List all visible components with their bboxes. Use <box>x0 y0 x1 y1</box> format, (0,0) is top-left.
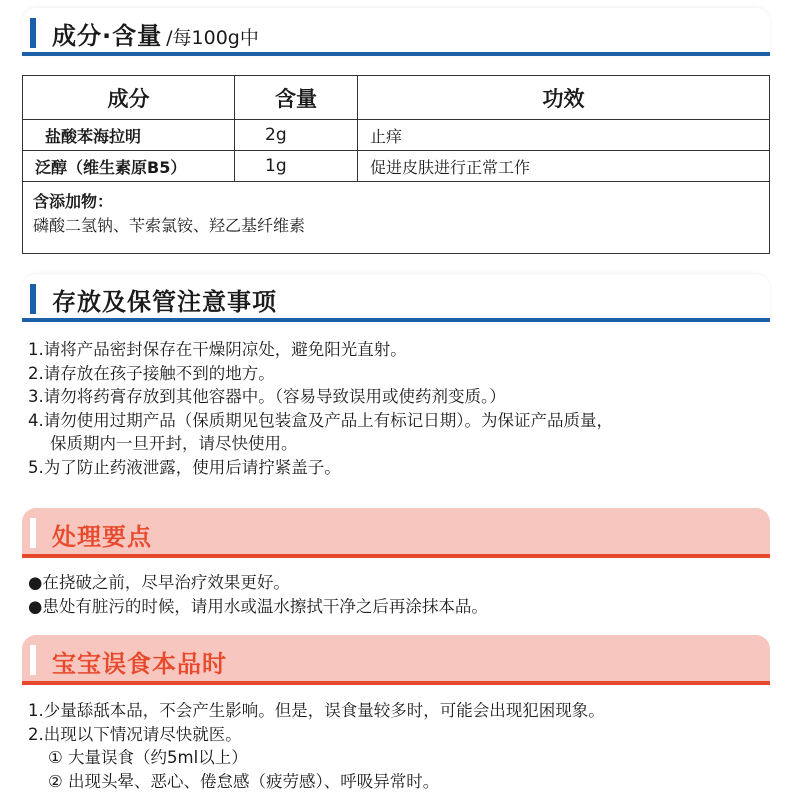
list-item: 2.出现以下情况请尽快就医。 <box>28 724 242 744</box>
list-item: 2.请存放在孩子接触不到的地方。 <box>28 363 275 383</box>
list-item: 3.请勿将药膏存放到其他容器中。（容易导致误用或使药剂变质。） <box>28 387 506 406</box>
list-item: ●在挠破之前，尽早治疗效果更好。 <box>28 573 290 592</box>
ingestion-header <box>22 635 770 685</box>
list-item: ① 大量误食（约5ml以上） <box>48 748 248 767</box>
handling-header <box>22 508 770 558</box>
list-item: 保质期内一旦开封，请尽快使用。 <box>50 434 298 453</box>
handling-list <box>28 571 488 618</box>
ingredient-name: 盐酸苯海拉明 <box>23 120 235 151</box>
ingredients-header <box>22 8 770 56</box>
ingestion-list <box>28 699 605 793</box>
additives-label: 含添加物： <box>33 192 114 211</box>
ingredients-title: 成分·含量 /每100g中 <box>52 22 259 50</box>
storage-title: 存放及保管注意事项 <box>52 288 277 316</box>
ingredient-effect: 促进皮肤进行正常工作 <box>358 151 770 182</box>
additives-text: 磷酸二氢钠、苄索氯铵、羟乙基纤维素 <box>33 216 306 235</box>
list-item: 1.请将产品密封保存在干燥阴凉处，避免阳光直射。 <box>28 340 407 359</box>
storage-header <box>22 274 770 322</box>
header-accent-bar <box>30 284 36 314</box>
ingestion-title: 宝宝误食本品时 <box>52 650 227 678</box>
header-accent-bar <box>30 645 36 675</box>
ingredient-effect: 止痒 <box>358 120 770 151</box>
header-effect: 功效 <box>358 76 770 120</box>
header-amount: 含量 <box>235 76 358 120</box>
ingredients-subtitle: /每100g中 <box>166 27 259 49</box>
table-row <box>23 120 770 151</box>
list-item: ② 出现头晕、恶心、倦怠感（疲劳感）、呼吸异常时。 <box>48 771 440 791</box>
additives-cell <box>23 182 770 254</box>
list-item: ●患处有脏污的时候，请用水或温水擦拭干净之后再涂抹本品。 <box>28 596 488 616</box>
ingredient-amount: 2g <box>235 120 358 151</box>
header-name: 成分 <box>23 76 235 120</box>
table-header-row <box>23 76 770 120</box>
handling-title: 处理要点 <box>52 523 152 551</box>
ingredient-amount: 1g <box>235 151 358 182</box>
list-item: 4.请勿使用过期产品（保质期见包装盒及产品上有标记日期）。为保证产品质量， <box>28 410 613 430</box>
table-row <box>23 151 770 182</box>
ingredients-table <box>22 75 770 254</box>
list-item: 1.少量舔舐本品，不会产生影响。但是，误食量较多时，可能会出现犯困现象。 <box>28 701 605 720</box>
header-accent-bar <box>30 18 36 48</box>
list-item: 5.为了防止药液泄露，使用后请拧紧盖子。 <box>28 457 341 477</box>
additives-row <box>23 182 770 254</box>
storage-list <box>28 338 613 479</box>
header-accent-bar <box>30 518 36 548</box>
ingredient-name: 泛醇（维生素原B5） <box>23 151 235 182</box>
